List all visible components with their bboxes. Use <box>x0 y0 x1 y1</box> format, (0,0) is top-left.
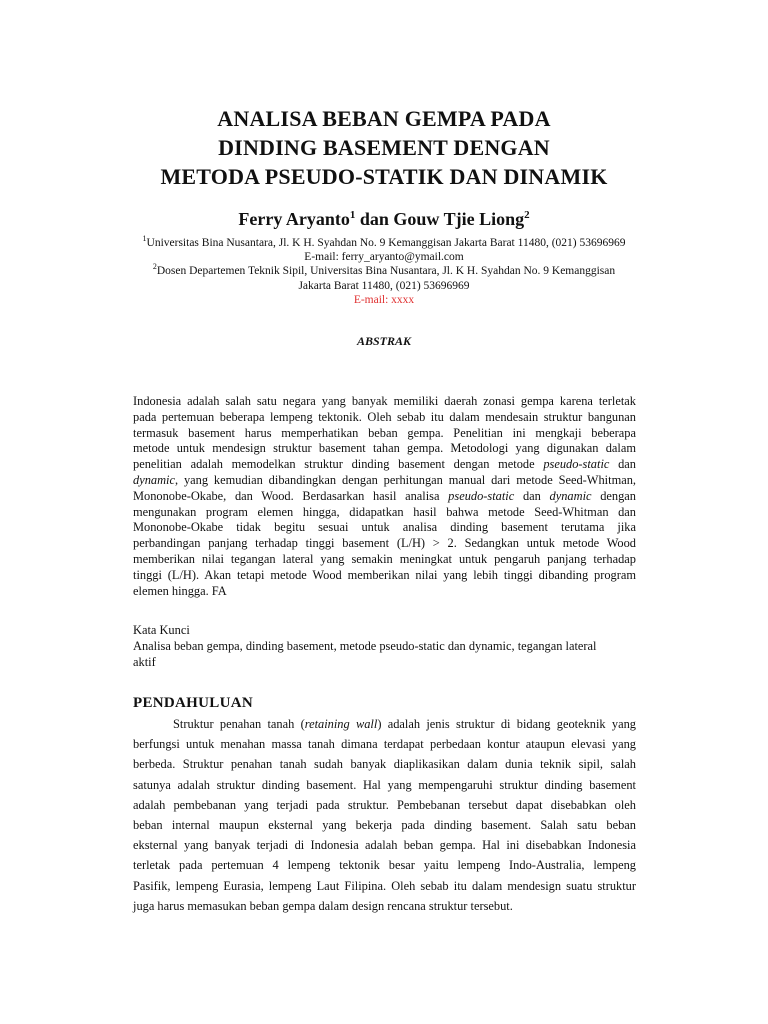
affiliation-1-text: Universitas Bina Nusantara, Jl. K H. Syahdan No. 9 Kemanggisan Jakarta Barat 11480, (021) 53696969 <box>146 237 626 249</box>
abstract-body <box>133 394 636 599</box>
author-2-superscript: 2 <box>524 209 530 221</box>
abstract-line: Mononobe-Okabe, dan Wood. Berdasarkan hasil analisa pseudo-static dan dynamic dengan <box>133 488 636 503</box>
abstract-heading: ABSTRAK <box>356 334 412 348</box>
abstract-line: tinggi (L/H). Akan tetapi metode Wood memberikan nilai yang lebih tinggi dibanding program <box>133 567 636 582</box>
affiliation-2-line-2: Jakarta Barat 11480, (021) 53696969 <box>298 279 470 292</box>
abstract-italic-term: dynamic <box>549 488 592 503</box>
abstract-italic-term: pseudo-static <box>543 457 610 472</box>
section-italic-term: retaining wall <box>304 717 378 731</box>
title-line-3: METODA PSEUDO-STATIK DAN DINAMIK <box>160 164 608 189</box>
author-1-superscript: 1 <box>349 209 356 221</box>
abstract-line: termasuk basement harus memperhatikan beban gempa. Penelitian ini mengkaji beberapa <box>133 425 636 440</box>
abstract-line: penelitian adalah memodelkan struktur dinding basement dengan metode pseudo-static dan <box>133 457 636 472</box>
author-2: Gouw Tjie Liong <box>393 209 525 229</box>
section-line: Struktur penahan tanah (retaining wall) adalah jenis struktur di bidang geoteknik yang <box>173 717 636 731</box>
abstract-italic-term: pseudo-static <box>448 488 515 503</box>
section-line: satunya adalah struktur dinding basement. Hal yang mempengaruhi struktur dinding basement <box>133 777 636 792</box>
abstract-line: pada pertemuan beberapa lempeng tektonik. Oleh sebab itu dalam mendesain struktur bangunan <box>133 409 636 424</box>
section-line: berbeda. Struktur penahan tanah sudah banyak diaplikasikan dalam dunia teknik sipil, salah <box>133 757 636 772</box>
section-body <box>133 714 636 916</box>
affiliation-2 <box>120 264 648 278</box>
keywords-line-1: Analisa beban gempa, dinding basement, metode pseudo-static dan dynamic, tegangan lateral <box>133 638 597 653</box>
section-line: beban internal maupun eksternal yang bekerja pada dinding basement. Salah satu beban <box>133 818 636 833</box>
keywords-line-2: aktif <box>133 654 156 669</box>
abstract-italic-term: dynamic <box>133 472 175 487</box>
abstract-line: mengunakan program elemen hingga, didapatkan hasil bahwa metode Seed-Whitman dan <box>133 504 636 519</box>
section-line: Pasifik, lempeng Eurasia, lempeng Laut Filipina. Oleh sebab itu dalam mendesign suatu struktur <box>133 878 636 893</box>
section-line: berfungsi untuk menahan massa tanah dimana terdapat perbedaan kontur ataupun elevasi yang <box>133 737 636 752</box>
section-line: juga harus memasukan beban gempa dalam design rencana struktur tersebut. <box>133 898 513 913</box>
section-heading: PENDAHULUAN <box>133 695 253 711</box>
keywords-label: Kata Kunci <box>133 623 190 637</box>
email-1: E-mail: ferry_aryanto@ymail.com <box>304 251 464 264</box>
abstract-line: Indonesia adalah salah satu negara yang banyak memiliki daerah zonasi gempa karena terletak <box>133 394 636 408</box>
title-line-2: DINDING BASEMENT DENGAN <box>218 135 550 160</box>
section-line: terletak pada pertemuan 4 lempeng tektonik besar yaitu lempeng Indo-Australia, lempeng <box>133 858 636 873</box>
email-2: E-mail: xxxx <box>353 293 415 306</box>
affiliation-2-superscript: 2 <box>152 262 157 272</box>
section-line: eksternal yang banyak terjadi di Indonesia adalah beban gempa. Hal ini disebabkan Indonesia <box>133 838 636 853</box>
author-connector: dan <box>355 209 394 229</box>
abstract-line: dynamic, yang kemudian dibandingkan dengan perhitungan manual dari metode Seed-Whitman, <box>133 472 636 487</box>
affiliation-2-text: Dosen Departemen Teknik Sipil, Universitas Bina Nusantara, Jl. K H. Syahdan No. 9 Kemanggisan <box>156 265 616 278</box>
abstract-line: Mononobe-Okabe tidak begitu sesuai untuk analisa dinding basement terutama jika <box>133 520 636 535</box>
title-line-1: ANALISA BEBAN GEMPA PADA <box>217 106 551 131</box>
author-1: Ferry Aryanto <box>238 209 350 229</box>
abstract-line: metode untuk mendesign struktur basement tahan gempa. Metodologi yang digunakan dalam <box>133 441 636 456</box>
affiliations <box>120 236 648 307</box>
abstract-line: elemen hingga. FA <box>133 583 227 598</box>
paper-title <box>100 104 668 191</box>
abstract-line: perbandingan panjang terhadap tinggi basement (L/H) > 2. Sedangkan untuk metode Wood <box>133 536 636 551</box>
section-line: adalah pembebanan yang terjadi pada struktur. Pembebanan tersebut dapat disebabkan oleh <box>133 797 636 812</box>
author-list <box>100 208 668 230</box>
keywords <box>133 623 636 670</box>
affiliation-1 <box>120 236 648 250</box>
affiliation-1-superscript: 1 <box>142 234 147 244</box>
abstract-line: memberikan nilai tegangan lateral yang semakin meningkat untuk pengaruh panjang terhadap <box>133 551 636 566</box>
